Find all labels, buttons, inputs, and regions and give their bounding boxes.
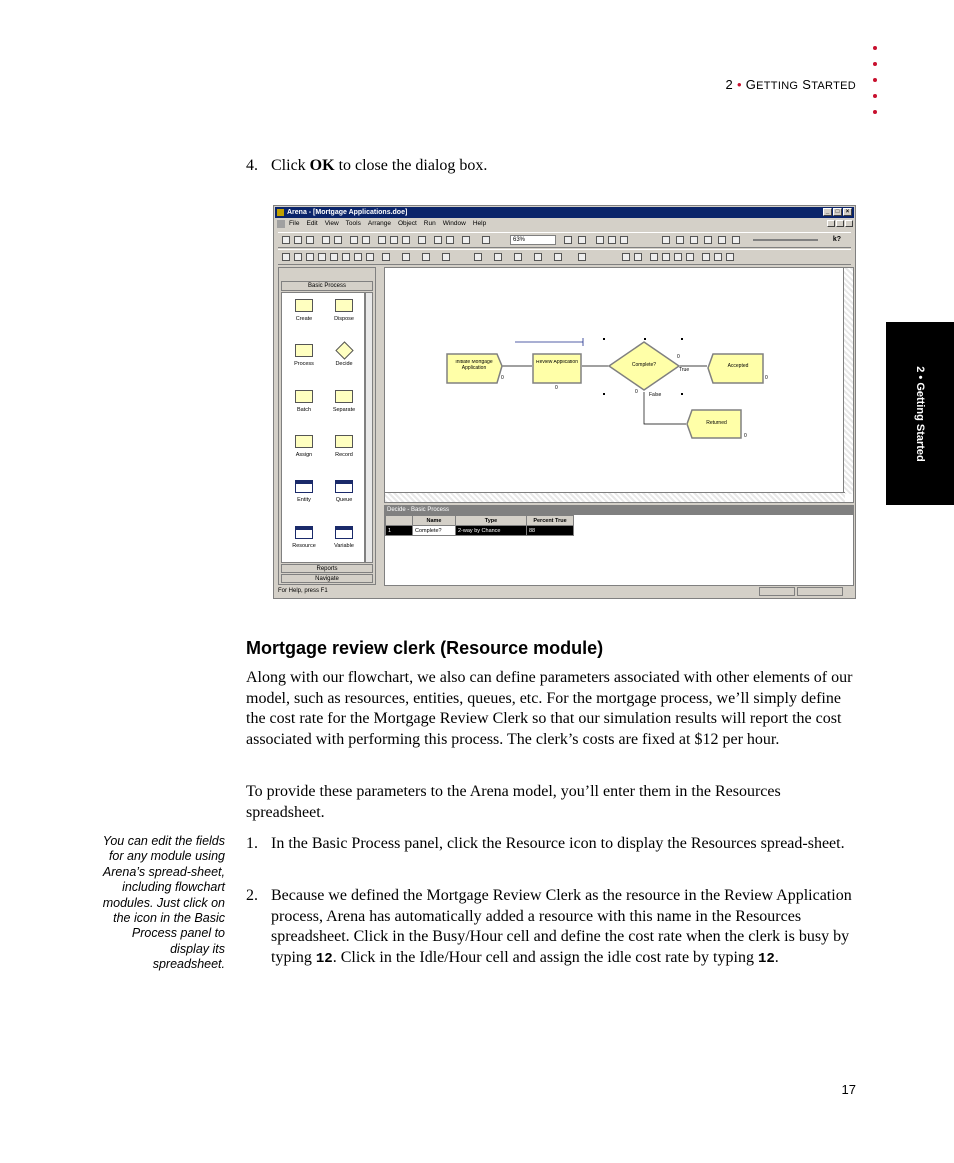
resource-icon	[295, 526, 313, 539]
line-width-icon[interactable]	[474, 253, 482, 261]
step-text: Click	[271, 157, 310, 174]
assign-icon	[295, 435, 313, 448]
queue-icon	[335, 480, 353, 493]
arena-app-icon	[277, 209, 284, 216]
zoom-select[interactable]	[510, 235, 556, 245]
fill-color-icon[interactable]	[402, 253, 410, 261]
draw-toolbar	[278, 249, 851, 265]
counter-label: 0	[765, 375, 768, 381]
create-icon	[295, 299, 313, 312]
module-label: Resource	[292, 543, 316, 549]
line-style-icon[interactable]	[494, 253, 502, 261]
step-text-part: .	[774, 948, 779, 966]
module-label: Process	[294, 361, 314, 367]
menu-view[interactable]: View	[324, 220, 339, 227]
variable-icon	[335, 526, 353, 539]
menu-tools[interactable]: Tools	[345, 220, 361, 227]
print-preview-icon[interactable]	[362, 236, 370, 244]
row-header-corner	[386, 516, 413, 526]
step-number: 2.	[246, 887, 258, 904]
template-detach-icon[interactable]	[334, 236, 342, 244]
menu-arrange[interactable]: Arrange	[367, 220, 391, 227]
side-tab-label: 2 • Getting Started	[914, 365, 926, 462]
date-icon[interactable]	[634, 253, 642, 261]
canvas-horizontal-scrollbar[interactable]	[385, 492, 845, 502]
connect-icon[interactable]	[608, 236, 616, 244]
module-label: Entity	[297, 497, 311, 503]
redo-icon[interactable]	[446, 236, 454, 244]
polygon-icon[interactable]	[342, 253, 350, 261]
code-value: 12	[757, 950, 775, 967]
module-decide[interactable]	[324, 344, 364, 367]
cell-name[interactable]: Complete?	[413, 526, 456, 536]
project-bar	[278, 267, 376, 585]
decorative-dots	[873, 46, 881, 126]
mdi-close-icon[interactable]	[845, 220, 853, 227]
line-color-icon[interactable]	[382, 253, 390, 261]
initiate-label: Initiate Mortgage Application	[455, 360, 493, 371]
module-label: Separate	[332, 407, 356, 413]
step-4	[246, 157, 487, 175]
module-label: Queue	[335, 497, 353, 503]
module-label: Dispose	[334, 316, 354, 322]
module-dispose[interactable]	[324, 299, 364, 322]
counter-label: 0	[501, 375, 504, 381]
background-color-icon[interactable]	[442, 253, 450, 261]
module-batch[interactable]	[284, 390, 324, 413]
complete-label: Complete?	[631, 362, 657, 368]
process-icon	[295, 344, 313, 357]
row-number[interactable]: 1	[386, 526, 413, 536]
handle	[681, 338, 683, 340]
batch-icon	[295, 390, 313, 403]
paste-link-icon[interactable]	[418, 236, 426, 244]
window-titlebar	[275, 207, 854, 218]
record-icon	[335, 435, 353, 448]
running-header	[726, 77, 857, 92]
box-icon[interactable]	[330, 253, 338, 261]
header-bullet: •	[736, 77, 742, 92]
zoom-icon[interactable]	[482, 236, 490, 244]
handle	[681, 393, 683, 395]
step-text: In the Basic Process panel, click the Resource icon to display the Resources spread-sheet.	[271, 835, 845, 852]
decide-icon	[335, 341, 353, 359]
paragraph-1: Along with our flowchart, we also can define parameters associated with other elements of our model, such as resources, entities, queues, etc. For the mortgage process, we’ll simply define the cost rate for the Mortgage Review Clerk so that our simulation results will report the cost associated with performing this process. The clerk’s costs are fixed at $12 per hour.	[246, 669, 853, 748]
menu-object[interactable]: Object	[397, 220, 417, 227]
line-pattern-icon[interactable]	[534, 253, 542, 261]
menu-edit[interactable]: Edit	[306, 220, 318, 227]
false-label: False	[649, 392, 662, 398]
chapter-side-tab	[886, 322, 954, 505]
panel-reports[interactable]	[281, 564, 373, 573]
entity-icon	[295, 480, 313, 493]
cell-type[interactable]: 2-way by Chance	[456, 526, 527, 536]
context-help-icon[interactable]: k?	[832, 236, 841, 243]
chapter-title-part: TARTED	[811, 80, 856, 92]
panel-scrollbar[interactable]	[365, 292, 373, 563]
plot-icon[interactable]	[686, 253, 694, 261]
flowchart-svg	[385, 268, 845, 494]
paragraph-2: To provide these parameters to the Arena model, you’ll enter them in the Resources spreadsheet.	[246, 783, 781, 821]
step-text-part: . Click in the Idle/Hour cell and assign the idle cost rate by typing	[332, 948, 758, 966]
resource-icon[interactable]	[714, 253, 722, 261]
module-label: Assign	[295, 452, 313, 458]
minimize-icon[interactable]: _	[823, 208, 832, 216]
step-text	[271, 886, 856, 969]
status-cell	[797, 587, 843, 596]
page-number: 17	[841, 1082, 856, 1097]
print-icon[interactable]	[350, 236, 358, 244]
spreadsheet-title: Decide - Basic Process	[385, 506, 853, 515]
copy-icon[interactable]	[390, 236, 398, 244]
animate-icon[interactable]	[620, 236, 628, 244]
flowchart-canvas[interactable]	[384, 267, 854, 503]
dispose-icon	[335, 299, 353, 312]
module-entity[interactable]	[284, 480, 324, 503]
status-cell	[759, 587, 795, 596]
menu-help[interactable]: Help	[472, 220, 487, 227]
animation-speed-slider[interactable]	[753, 239, 818, 241]
module-assign[interactable]	[284, 435, 324, 458]
end-icon[interactable]	[732, 236, 740, 244]
document-icon	[277, 220, 285, 228]
menu-window[interactable]: Window	[442, 220, 466, 227]
navigate-label: Navigate	[315, 576, 339, 582]
step-2	[246, 886, 856, 969]
line-icon[interactable]	[282, 253, 290, 261]
save-icon[interactable]	[306, 236, 314, 244]
go-icon[interactable]	[662, 236, 670, 244]
queue-icon[interactable]	[702, 253, 710, 261]
step-icon[interactable]	[676, 236, 684, 244]
mdi-restore-icon[interactable]	[836, 220, 844, 227]
true-label: True	[679, 367, 690, 373]
menu-run[interactable]: Run	[423, 220, 436, 227]
fill-pattern-icon[interactable]	[554, 253, 562, 261]
step-text: to close the dialog box.	[334, 157, 488, 174]
chapter-title-cap: G	[745, 77, 757, 92]
section-heading: Mortgage review clerk (Resource module)	[246, 638, 604, 658]
module-variable[interactable]	[324, 526, 364, 549]
mdi-minimize-icon[interactable]	[827, 220, 835, 227]
panel-navigate[interactable]	[281, 574, 373, 583]
col-header-name[interactable]: Name	[413, 516, 456, 526]
module-queue[interactable]	[324, 480, 364, 503]
status-text: For Help, press F1	[278, 588, 328, 594]
decide-spreadsheet	[384, 505, 854, 586]
bezier-icon[interactable]	[318, 253, 326, 261]
layers-icon[interactable]	[564, 236, 572, 244]
chapter-number: 2	[725, 77, 734, 92]
counter-label: 0	[744, 433, 747, 439]
view-region-icon[interactable]	[462, 236, 470, 244]
margin-note: You can edit the fields for any module using Arena’s spread-sheet, including flowchart modules. Just click on the icon in the Basic Process panel to display its spreadsheet.	[102, 834, 225, 972]
module-label: Create	[295, 316, 313, 322]
table-row	[386, 526, 574, 536]
level-icon[interactable]	[662, 253, 670, 261]
panel-title: Basic Process	[307, 283, 346, 289]
step-1	[246, 834, 856, 855]
module-label: Batch	[296, 407, 312, 413]
clock-icon[interactable]	[622, 253, 630, 261]
histogram-icon[interactable]	[674, 253, 682, 261]
menu-file[interactable]: File	[289, 220, 300, 227]
module-create[interactable]	[284, 299, 324, 322]
module-process[interactable]	[284, 344, 324, 367]
accepted-label: Accepted	[727, 363, 749, 369]
panel-header-basic-process[interactable]	[281, 281, 373, 291]
arrow-style-icon[interactable]	[514, 253, 522, 261]
ellipse-icon[interactable]	[354, 253, 362, 261]
global-icon[interactable]	[726, 253, 734, 261]
open-icon[interactable]	[294, 236, 302, 244]
canvas-vertical-scrollbar[interactable]	[843, 268, 853, 494]
chapter-title-part: ETTING	[756, 80, 799, 92]
text-icon[interactable]	[366, 253, 374, 261]
fast-forward-icon[interactable]	[690, 236, 698, 244]
paste-icon[interactable]	[402, 236, 410, 244]
undo-icon[interactable]	[434, 236, 442, 244]
module-label: Record	[335, 452, 353, 458]
arc-icon[interactable]	[306, 253, 314, 261]
code-value: 12	[315, 950, 333, 967]
spreadsheet-table	[385, 515, 574, 536]
handle	[603, 393, 605, 395]
grid-icon[interactable]	[578, 236, 586, 244]
handle	[644, 338, 646, 340]
new-icon[interactable]	[282, 236, 290, 244]
standard-toolbar	[278, 232, 851, 248]
transparency-icon[interactable]	[578, 253, 586, 261]
status-bar	[275, 586, 854, 597]
pause-icon[interactable]	[704, 236, 712, 244]
submodel-icon[interactable]	[596, 236, 604, 244]
text-color-icon[interactable]	[422, 253, 430, 261]
basic-process-panel	[281, 292, 365, 563]
counter-label: 0	[635, 389, 638, 395]
cut-icon[interactable]	[378, 236, 386, 244]
polyline-icon[interactable]	[294, 253, 302, 261]
ok-bold: OK	[309, 157, 335, 174]
module-resource[interactable]	[284, 526, 324, 549]
step-number: 4.	[246, 157, 258, 174]
menu-bar	[275, 218, 854, 230]
maximize-icon[interactable]: □	[833, 208, 842, 216]
module-label: Decide	[335, 361, 353, 367]
counter-label: 0	[677, 354, 680, 360]
step-text-part: Because we defined the Mortgage Review Clerk as the resource in the Review Application process, Arena has automatically added a resource with this name in the Resources spreadsheet. Click in the Busy/Hour cell and define the cost rate when the clerk is busy by typing	[271, 887, 852, 966]
cell-percent-true[interactable]: 88	[527, 526, 574, 536]
col-header-type[interactable]: Type	[456, 516, 527, 526]
separate-icon	[335, 390, 353, 403]
module-label: Variable	[334, 543, 354, 549]
chapter-title-cap: S	[802, 77, 812, 92]
window-title: Arena - [Mortgage Applications.doe]	[287, 209, 408, 216]
module-record[interactable]	[324, 435, 364, 458]
step-number: 1.	[246, 835, 258, 852]
counter-label: 0	[555, 385, 558, 391]
variable-icon[interactable]	[650, 253, 658, 261]
handle	[603, 338, 605, 340]
reports-label: Reports	[316, 566, 338, 572]
review-label: Review Application	[536, 360, 578, 365]
zoom-value: 63%	[513, 237, 526, 243]
arena-screenshot	[273, 205, 856, 599]
template-attach-icon[interactable]	[322, 236, 330, 244]
close-icon[interactable]: ×	[843, 208, 852, 216]
start-over-icon[interactable]	[718, 236, 726, 244]
col-header-percent-true[interactable]: Percent True	[527, 516, 574, 526]
module-separate[interactable]	[324, 390, 364, 413]
returned-label: Returned	[706, 420, 727, 426]
